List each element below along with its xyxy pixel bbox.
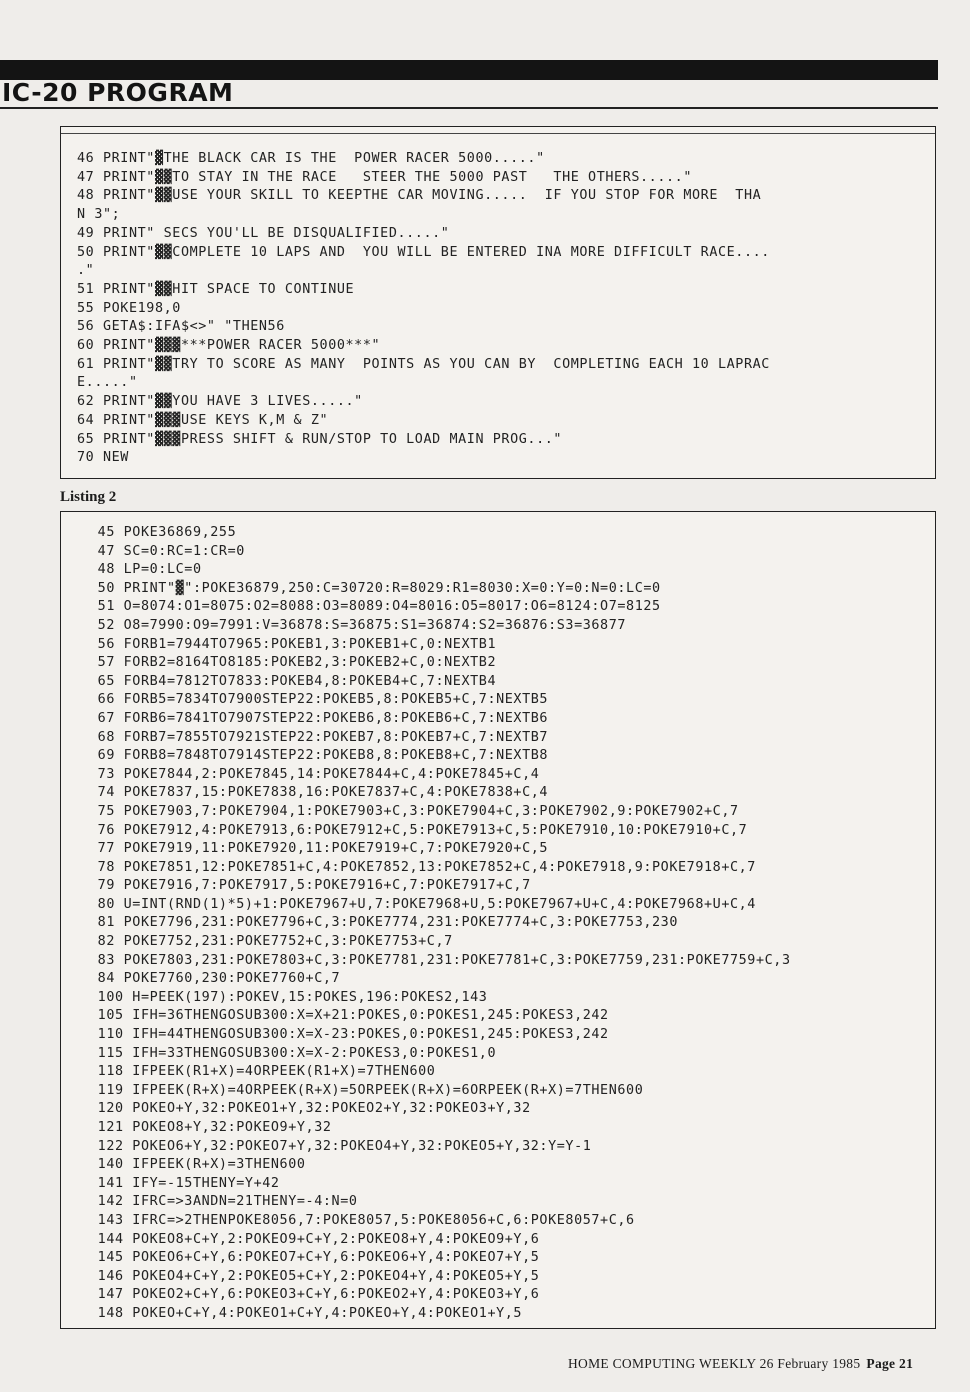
code-line: 78 POKE7851,12:POKE7851+C,4:POKE7852,13:POKE7852+C,4:POKE7918,9:POKE7918+C,7 <box>89 859 756 875</box>
code-line: 62 PRINT"▓▓YOU HAVE 3 LIVES....." <box>77 394 363 410</box>
code-line: 75 POKE7903,7:POKE7904,1:POKE7903+C,3:POKE7904+C,3:POKE7902,9:POKE7902+C,7 <box>89 803 739 819</box>
code-line: 47 PRINT"▓▓TO STAY IN THE RACE STEER THE 5000 PAST THE OTHERS....." <box>77 169 692 185</box>
code-line: 142 IFRC=>3ANDN=21THENY=-4:N=0 <box>89 1194 358 1210</box>
code-line: 100 H=PEEK(197):POKEV,15:POKES,196:POKES2,143 <box>89 989 488 1005</box>
code-line: 56 GETA$:IFA$<>" "THEN56 <box>77 319 285 335</box>
code-line: 66 FORB5=7834TO7900STEP22:POKEB5,8:POKEB5+C,7:NEXTB5 <box>89 692 549 708</box>
code-line: 46 PRINT"▓THE BLACK CAR IS THE POWER RACER 5000....." <box>77 151 545 166</box>
listing-2-code <box>89 524 791 1324</box>
code-line: 65 PRINT"▓▓▓PRESS SHIFT & RUN/STOP TO LOAD MAIN PROG..." <box>77 431 563 447</box>
code-line: 73 POKE7844,2:POKE7845,14:POKE7844+C,4:POKE7845+C,4 <box>89 766 540 782</box>
code-line: 57 FORB2=8164TO8185:POKEB2,3:POKEB2+C,0:NEXTB2 <box>89 655 497 671</box>
code-line: 68 FORB7=7855TO7921STEP22:POKEB7,8:POKEB7+C,7:NEXTB7 <box>89 729 549 745</box>
code-line: 119 IFPEEK(R+X)=4ORPEEK(R+X)=5ORPEEK(R+X)=6ORPEEK(R+X)=7THEN600 <box>89 1082 644 1098</box>
page-number: Page 21 <box>866 1356 914 1371</box>
code-line: 65 FORB4=7812TO7833:POKEB4,8:POKEB4+C,7:NEXTB4 <box>89 673 497 689</box>
section-title: IC-20 PROGRAM <box>2 78 234 107</box>
code-line: 105 IFH=36THENGOSUB300:X=X+21:POKES,0:POKES1,245:POKES3,242 <box>89 1008 609 1024</box>
code-line: 148 POKEO+C+Y,4:POKEO1+C+Y,4:POKEO+Y,4:POKEO1+Y,5 <box>89 1305 523 1321</box>
code-line: 48 LP=0:LC=0 <box>89 562 202 578</box>
listing-1-code <box>77 150 770 468</box>
code-line: 77 POKE7919,11:POKE7920,11:POKE7919+C,7:POKE7920+C,5 <box>89 841 549 857</box>
code-line: 51 PRINT"▓▓HIT SPACE TO CONTINUE <box>77 281 355 297</box>
box-inner-rule <box>61 133 935 134</box>
listing-2-label: Listing 2 <box>60 489 117 505</box>
code-line: 48 PRINT"▓▓USE YOUR SKILL TO KEEPTHE CAR MOVING..... IF YOU STOP FOR MORE THA <box>77 188 762 204</box>
code-line: 51 O=8074:O1=8075:O2=8088:O3=8089:O4=8016:O5=8017:O6=8124:O7=8125 <box>89 599 661 615</box>
publication-line: HOME COMPUTING WEEKLY 26 February 1985 <box>568 1356 861 1371</box>
code-line: 115 IFH=33THENGOSUB300:X=X-2:POKES3,0:POKES1,0 <box>89 1045 497 1061</box>
code-line: 50 PRINT"▓▓COMPLETE 10 LAPS AND YOU WILL BE ENTERED INA MORE DIFFICULT RACE.... <box>77 244 770 260</box>
code-line: 80 U=INT(RND(1)*5)+1:POKE7967+U,7:POKE7968+U,5:POKE7967+U+C,4:POKE7968+U+C,4 <box>89 896 756 912</box>
listing-1-box <box>60 126 936 479</box>
code-line: 82 POKE7752,231:POKE7752+C,3:POKE7753+C,7 <box>89 934 453 950</box>
code-line: 61 PRINT"▓▓TRY TO SCORE AS MANY POINTS AS YOU CAN BY COMPLETING EACH 10 LAPRAC <box>77 356 770 372</box>
code-line: 45 POKE36869,255 <box>89 525 237 540</box>
code-line: 140 IFPEEK(R+X)=3THEN600 <box>89 1157 306 1173</box>
code-line: 110 IFH=44THENGOSUB300:X=X-23:POKES,0:POKES1,245:POKES3,242 <box>89 1027 609 1043</box>
code-line: 141 IFY=-15THENY=Y+42 <box>89 1175 280 1191</box>
code-line: 55 POKE198,0 <box>77 300 181 316</box>
code-line: 143 IFRC=>2THENPOKE8056,7:POKE8057,5:POKE8056+C,6:POKE8057+C,6 <box>89 1212 635 1228</box>
code-line: 60 PRINT"▓▓▓***POWER RACER 5000***" <box>77 338 381 354</box>
code-line: 120 POKEO+Y,32:POKEO1+Y,32:POKEO2+Y,32:POKEO3+Y,32 <box>89 1101 531 1117</box>
listing-2-box <box>60 511 936 1329</box>
code-line: 144 POKEO8+C+Y,2:POKEO9+C+Y,2:POKEO8+Y,4:POKEO9+Y,6 <box>89 1231 540 1247</box>
code-line: 74 POKE7837,15:POKE7838,16:POKE7837+C,4:POKE7838+C,4 <box>89 785 549 801</box>
code-line: 69 FORB8=7848TO7914STEP22:POKEB8,8:POKEB8+C,7:NEXTB8 <box>89 748 549 764</box>
code-line: 118 IFPEEK(R1+X)=4ORPEEK(R1+X)=7THEN600 <box>89 1064 436 1080</box>
code-line: 52 O8=7990:O9=7991:V=36878:S=36875:S1=36874:S2=36876:S3=36877 <box>89 617 627 633</box>
code-line: 67 FORB6=7841TO7907STEP22:POKEB6,8:POKEB6+C,7:NEXTB6 <box>89 710 549 726</box>
code-line: 47 SC=0:RC=1:CR=0 <box>89 543 245 559</box>
code-line: ." <box>77 263 95 279</box>
code-line: 81 POKE7796,231:POKE7796+C,3:POKE7774,231:POKE7774+C,3:POKE7753,230 <box>89 915 679 931</box>
header-bar <box>0 60 938 80</box>
title-rule <box>0 107 938 109</box>
code-line: 50 PRINT"▓":POKE36879,250:C=30720:R=8029:R1=8030:X=0:Y=0:N=0:LC=0 <box>89 580 661 596</box>
code-line: 121 POKEO8+Y,32:POKEO9+Y,32 <box>89 1120 332 1135</box>
code-line: 76 POKE7912,4:POKE7913,6:POKE7912+C,5:POKE7913+C,5:POKE7910,10:POKE7910+C,7 <box>89 822 748 838</box>
code-line: 70 NEW <box>77 450 129 466</box>
code-line: N 3"; <box>77 207 121 223</box>
code-line: 145 POKEO6+C+Y,6:POKEO7+C+Y,6:POKEO6+Y,4:POKEO7+Y,5 <box>89 1250 540 1266</box>
code-line: 147 POKEO2+C+Y,6:POKEO3+C+Y,6:POKEO2+Y,4:POKEO3+Y,6 <box>89 1287 540 1303</box>
code-line: 79 POKE7916,7:POKE7917,5:POKE7916+C,7:POKE7917+C,7 <box>89 878 531 894</box>
code-line: 56 FORB1=7944TO7965:POKEB1,3:POKEB1+C,0:NEXTB1 <box>89 636 497 652</box>
code-line: 84 POKE7760,230:POKE7760+C,7 <box>89 971 341 987</box>
page-footer <box>568 1356 913 1372</box>
code-line: 64 PRINT"▓▓▓USE KEYS K,M & Z" <box>77 412 329 428</box>
code-line: 146 POKEO4+C+Y,2:POKEO5+C+Y,2:POKEO4+Y,4:POKEO5+Y,5 <box>89 1268 540 1284</box>
code-line: E....." <box>77 375 138 391</box>
code-line: 49 PRINT" SECS YOU'LL BE DISQUALIFIED....." <box>77 225 450 241</box>
code-line: 83 POKE7803,231:POKE7803+C,3:POKE7781,231:POKE7781+C,3:POKE7759,231:POKE7759+C,3 <box>89 952 791 968</box>
code-line: 122 POKEO6+Y,32:POKEO7+Y,32:POKEO4+Y,32:POKEO5+Y,32:Y=Y-1 <box>89 1138 592 1154</box>
